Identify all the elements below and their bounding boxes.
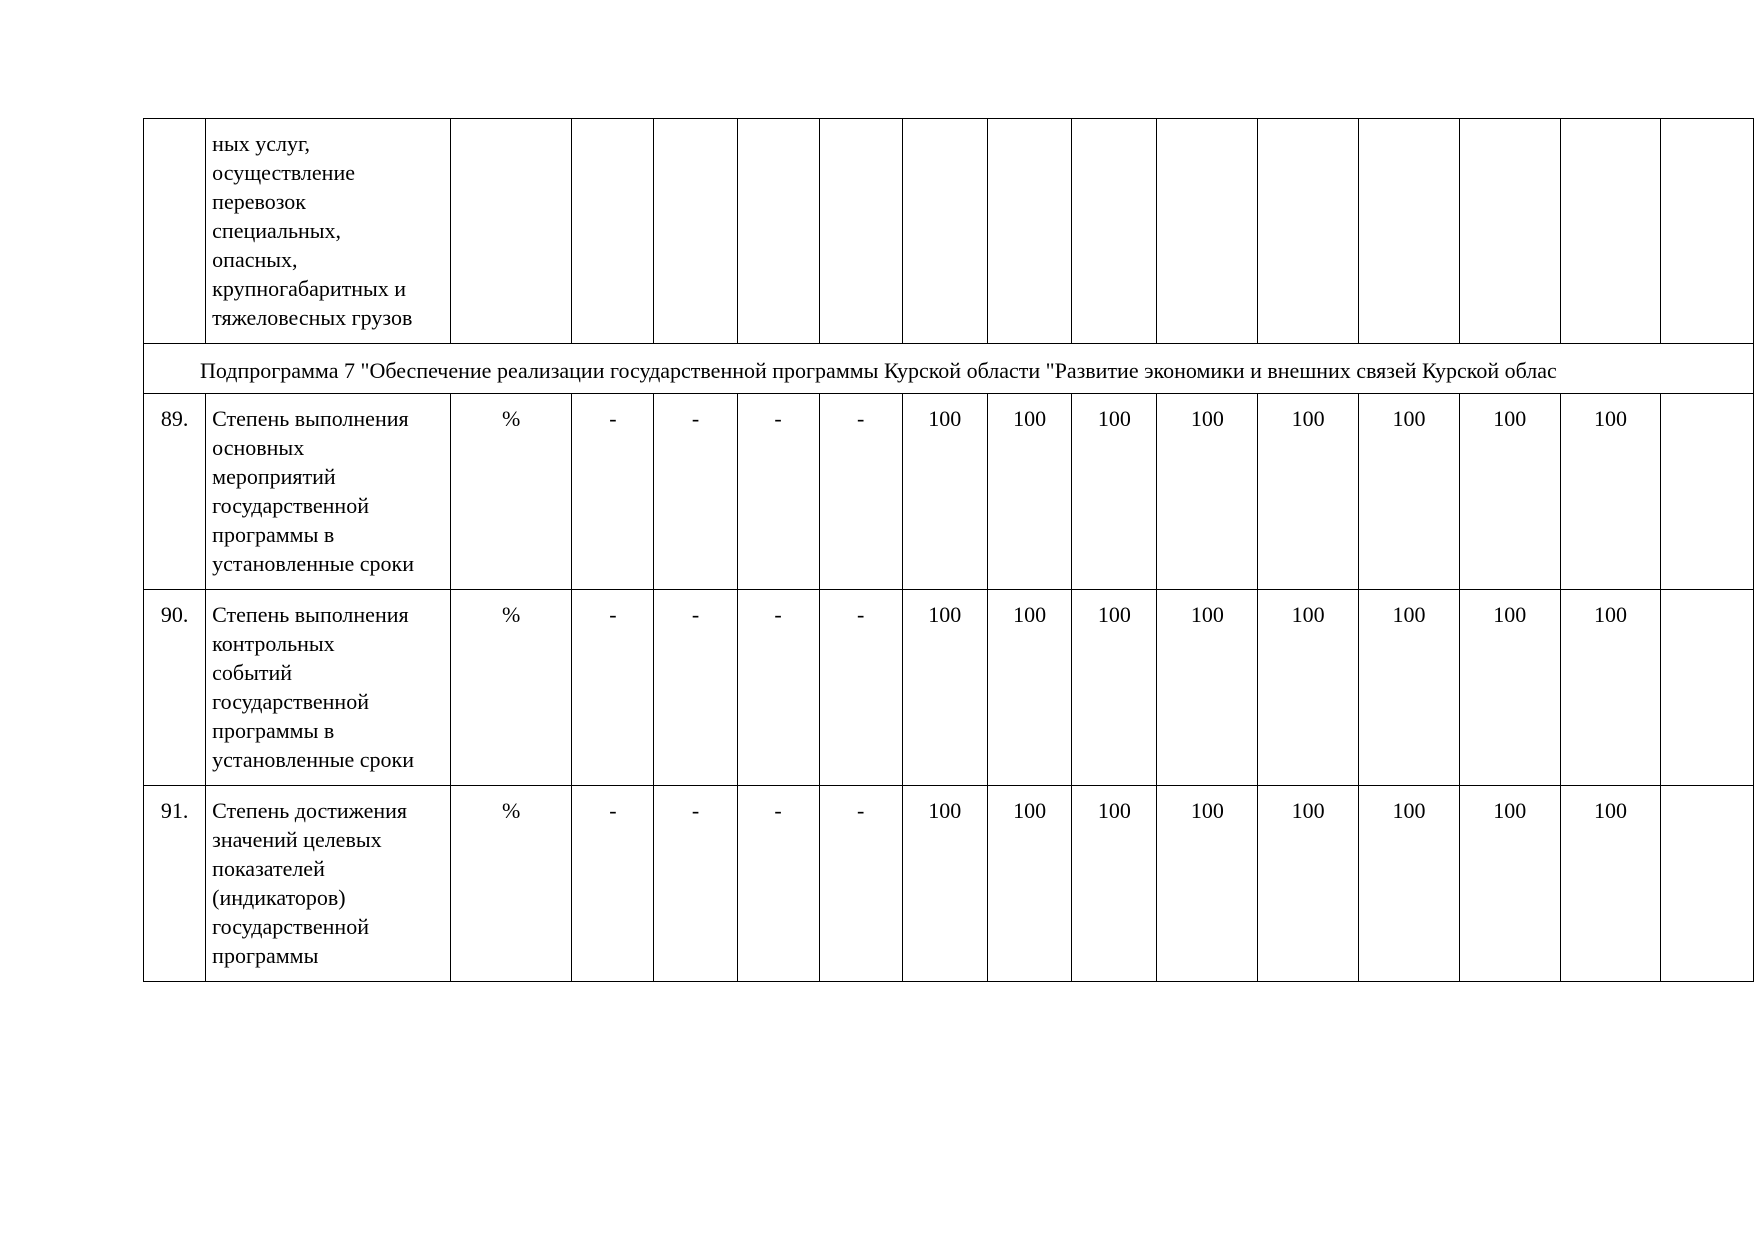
table-body <box>144 119 1754 982</box>
value-cell: 100 <box>1072 786 1157 982</box>
value-cell: - <box>737 394 819 590</box>
indicator-name-cell <box>206 119 451 344</box>
indicator-name-line: перевозок <box>212 189 306 214</box>
empty-cell <box>1157 119 1258 344</box>
empty-cell <box>819 119 902 344</box>
unit-cell: % <box>450 786 571 982</box>
value-cell: 100 <box>902 590 987 786</box>
value-cell: 100 <box>987 394 1071 590</box>
indicator-name-line: государственной <box>212 914 369 939</box>
empty-cell <box>1661 394 1754 590</box>
empty-cell <box>1359 119 1460 344</box>
indicator-name-line: установленные сроки <box>212 747 415 772</box>
indicator-name-line: Степень выполнения <box>212 602 409 627</box>
value-cell: 100 <box>1459 394 1560 590</box>
value-cell: 100 <box>1258 786 1359 982</box>
value-cell: 100 <box>1157 590 1258 786</box>
value-cell: 100 <box>987 786 1071 982</box>
value-cell: - <box>572 394 654 590</box>
indicator-name-line: значений целевых <box>212 827 382 852</box>
unit-cell: % <box>450 590 571 786</box>
value-cell: 100 <box>1072 590 1157 786</box>
indicator-name-cell <box>206 786 451 982</box>
indicator-name-line: событий <box>212 660 293 685</box>
value-cell: - <box>572 786 654 982</box>
value-cell: 100 <box>1560 394 1661 590</box>
empty-cell <box>1258 119 1359 344</box>
subprogram-heading: Подпрограмма 7 "Обеспечение реализации государственной программы Курской области "Развитие экономики и внешних связей Курской облас <box>144 344 1754 394</box>
indicator-name-line: крупногабаритных и <box>212 276 407 301</box>
value-cell: - <box>654 394 737 590</box>
indicator-name-line: тяжеловесных грузов <box>212 305 413 330</box>
value-cell: - <box>819 394 902 590</box>
value-cell: 100 <box>1359 394 1460 590</box>
subprogram-heading-row <box>144 344 1754 394</box>
empty-cell <box>1459 119 1560 344</box>
empty-cell <box>1560 119 1661 344</box>
indicator-name-cell <box>206 394 451 590</box>
empty-cell <box>1661 786 1754 982</box>
indicator-name-line: Степень выполнения <box>212 406 409 431</box>
value-cell: 100 <box>1560 590 1661 786</box>
indicator-name-line: установленные сроки <box>212 551 415 576</box>
table-row <box>144 786 1754 982</box>
value-cell: 100 <box>1072 394 1157 590</box>
value-cell: 100 <box>1359 590 1460 786</box>
indicator-name-line: государственной <box>212 493 369 518</box>
row-number-cell <box>144 119 206 344</box>
row-number: 91. <box>144 786 206 982</box>
empty-cell <box>450 119 571 344</box>
value-cell: 100 <box>902 394 987 590</box>
indicator-name-line: государственной <box>212 689 369 714</box>
empty-cell <box>1072 119 1157 344</box>
indicator-name-line: мероприятий <box>212 464 336 489</box>
value-cell: 100 <box>1258 590 1359 786</box>
value-cell: 100 <box>1459 590 1560 786</box>
indicator-name-line: показателей <box>212 856 325 881</box>
value-cell: - <box>819 590 902 786</box>
value-cell: - <box>654 590 737 786</box>
indicator-name-line: специальных, <box>212 218 342 243</box>
unit-cell: % <box>450 394 571 590</box>
value-cell: 100 <box>1157 786 1258 982</box>
value-cell: - <box>654 786 737 982</box>
value-cell: - <box>737 786 819 982</box>
indicator-name-line: основных <box>212 435 305 460</box>
value-cell: 100 <box>1359 786 1460 982</box>
value-cell: 100 <box>1258 394 1359 590</box>
table-row <box>144 394 1754 590</box>
empty-cell <box>1661 119 1754 344</box>
indicator-name-line: опасных, <box>212 247 298 272</box>
value-cell: - <box>819 786 902 982</box>
indicator-name-line: программы в <box>212 718 335 743</box>
value-cell: 100 <box>902 786 987 982</box>
row-number: 90. <box>144 590 206 786</box>
table-row <box>144 590 1754 786</box>
indicator-name-cell <box>206 590 451 786</box>
empty-cell <box>902 119 987 344</box>
indicator-table <box>143 118 1754 982</box>
indicator-name-line: ных услуг, <box>212 131 311 156</box>
value-cell: 100 <box>1459 786 1560 982</box>
value-cell: 100 <box>987 590 1071 786</box>
value-cell: 100 <box>1560 786 1661 982</box>
indicator-name-line: программы <box>212 943 319 968</box>
value-cell: 100 <box>1157 394 1258 590</box>
indicator-name-line: (индикаторов) <box>212 885 346 910</box>
row-number: 89. <box>144 394 206 590</box>
indicator-name-line: осуществление <box>212 160 355 185</box>
empty-cell <box>572 119 654 344</box>
indicator-name-line: программы в <box>212 522 335 547</box>
empty-cell <box>737 119 819 344</box>
value-cell: - <box>737 590 819 786</box>
indicator-name-line: Степень достижения <box>212 798 408 823</box>
empty-cell <box>654 119 737 344</box>
table-row-continuation <box>144 119 1754 344</box>
indicator-name-line: контрольных <box>212 631 335 656</box>
empty-cell <box>987 119 1071 344</box>
value-cell: - <box>572 590 654 786</box>
empty-cell <box>1661 590 1754 786</box>
